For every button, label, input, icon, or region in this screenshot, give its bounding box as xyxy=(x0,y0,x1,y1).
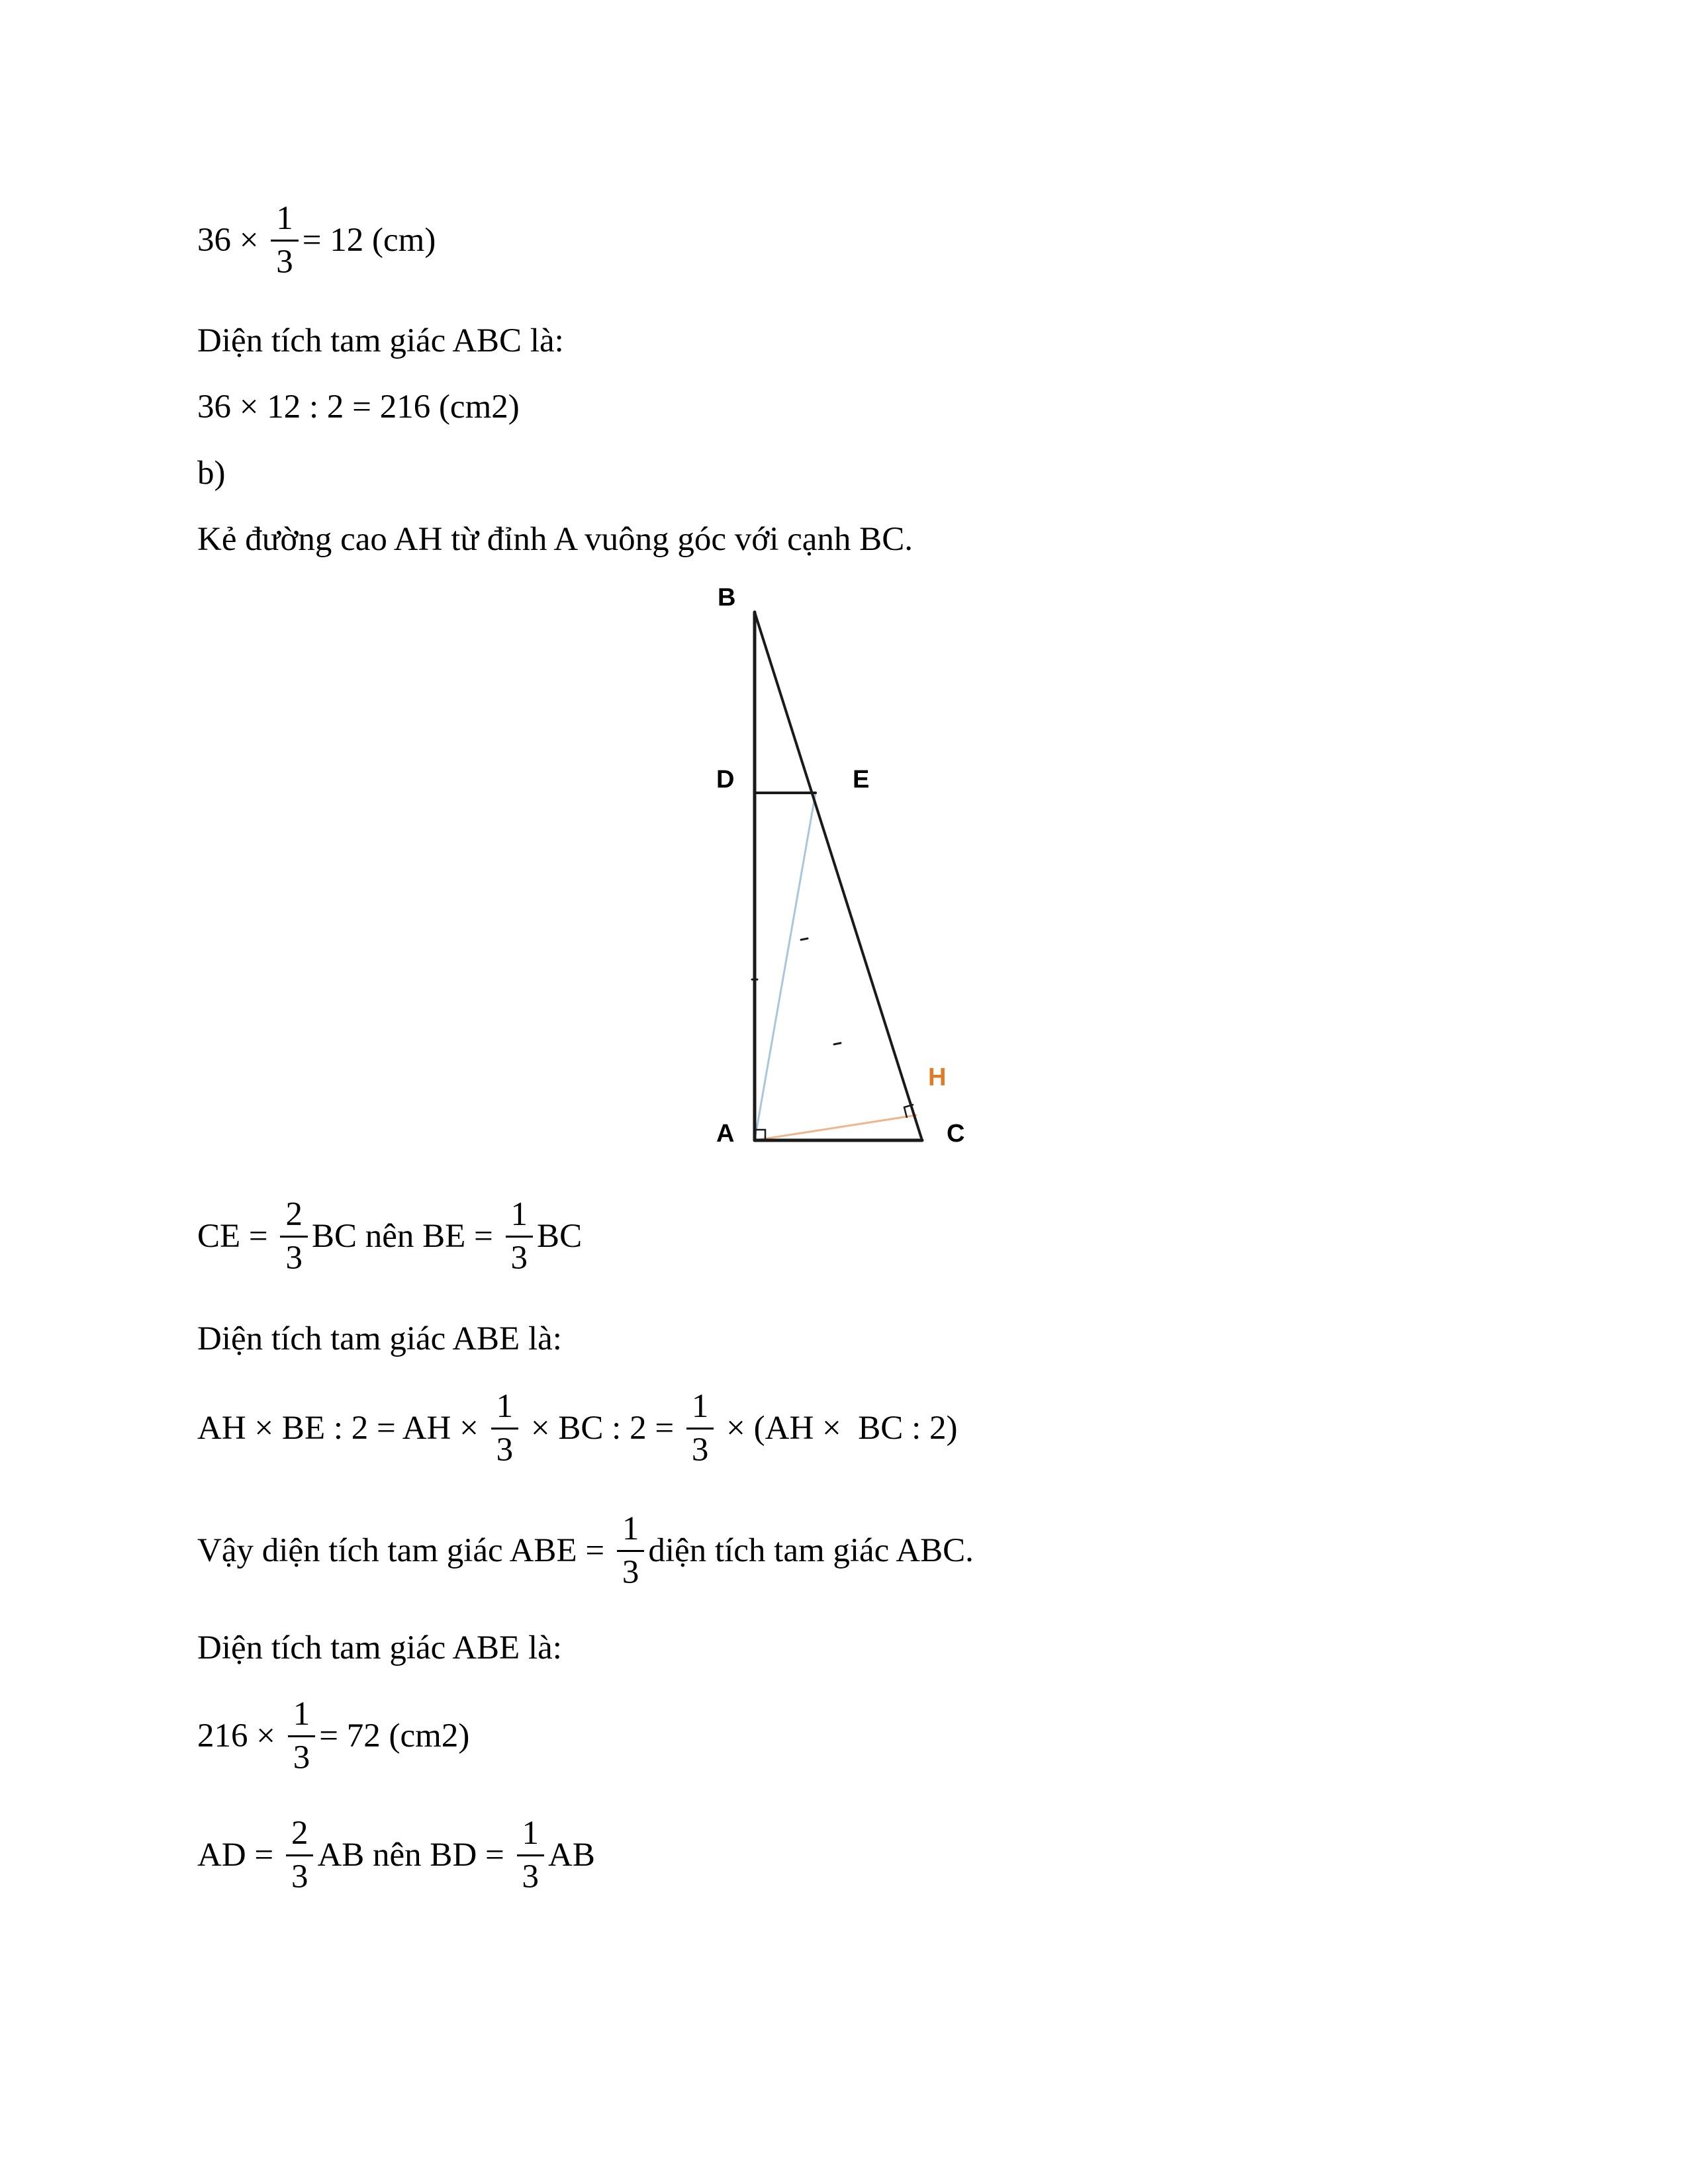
fraction xyxy=(491,1390,519,1467)
label-a: A xyxy=(716,1120,735,1148)
label-h: H xyxy=(928,1064,947,1091)
triangle-figure xyxy=(702,582,993,1165)
fraction-numerator: 1 xyxy=(271,202,299,242)
text-segment: AB nên BD = xyxy=(317,1837,513,1874)
text-segment: Vậy diện tích tam giác ABE = xyxy=(197,1532,613,1569)
text-segment: AH × BE : 2 = AH × xyxy=(197,1410,487,1447)
calc-bd-length xyxy=(197,202,436,279)
figure-edges xyxy=(752,612,922,1140)
segment-bc xyxy=(755,612,922,1140)
tick-mark xyxy=(834,1043,841,1044)
label-b: B xyxy=(718,584,736,612)
fraction-numerator: 1 xyxy=(617,1512,645,1552)
fraction-denominator: 3 xyxy=(285,1240,303,1277)
fraction-denominator: 3 xyxy=(496,1432,514,1469)
fraction xyxy=(288,1698,316,1775)
heading-area-abe-2: Diện tích tam giác ABE là: xyxy=(197,1629,562,1666)
text-segment: 216 × xyxy=(197,1717,284,1754)
fraction-denominator: 3 xyxy=(622,1554,639,1591)
heading-area-abc: Diện tích tam giác ABC là: xyxy=(197,322,564,359)
fraction xyxy=(686,1390,714,1467)
text-segment: × (AH × BC : 2) xyxy=(718,1410,958,1447)
text-segment: 36 × xyxy=(197,222,267,259)
instruction-draw-altitude: Kẻ đường cao AH từ đỉnh A vuông góc với cạnh BC. xyxy=(197,521,913,558)
text-segment: AB xyxy=(548,1837,595,1874)
text-segment: diện tích tam giác ABC. xyxy=(648,1532,974,1569)
text-segment: = 72 (cm2) xyxy=(319,1717,470,1754)
ratio-ce-be xyxy=(197,1198,582,1275)
fraction-numerator: 2 xyxy=(286,1817,314,1856)
text-segment: CE = xyxy=(197,1218,277,1255)
fraction-numerator: 1 xyxy=(491,1390,519,1430)
calc-area-abe-value xyxy=(197,1698,469,1775)
segment-ah xyxy=(755,1115,916,1140)
fraction xyxy=(271,202,299,279)
fraction-numerator: 1 xyxy=(517,1817,545,1856)
fraction-denominator: 3 xyxy=(522,1858,539,1895)
fraction-denominator: 3 xyxy=(691,1432,709,1469)
heading-area-abe: Diện tích tam giác ABE là: xyxy=(197,1320,562,1357)
text-segment: BC nên BE = xyxy=(311,1218,502,1255)
segment-ae xyxy=(755,793,816,1140)
fraction-denominator: 3 xyxy=(291,1858,308,1895)
fraction xyxy=(517,1817,545,1894)
fraction-numerator: 2 xyxy=(280,1198,308,1238)
fraction-denominator: 3 xyxy=(510,1240,528,1277)
part-b-label: b) xyxy=(197,455,226,492)
fraction-numerator: 1 xyxy=(686,1390,714,1430)
calc-area-abe-formula xyxy=(197,1390,957,1467)
text-segment: BC xyxy=(537,1218,583,1255)
calc-area-abc: 36 × 12 : 2 = 216 (cm2) xyxy=(197,388,520,426)
conclusion-area-ratio xyxy=(197,1512,974,1590)
fraction xyxy=(280,1198,308,1275)
text-segment: = 12 (cm) xyxy=(302,222,436,259)
fraction xyxy=(617,1512,645,1590)
tick-mark xyxy=(801,938,808,940)
fraction-denominator: 3 xyxy=(293,1739,310,1776)
fraction-numerator: 1 xyxy=(288,1698,316,1737)
label-e: E xyxy=(853,766,870,794)
label-c: C xyxy=(947,1120,965,1148)
fraction-denominator: 3 xyxy=(276,244,293,281)
text-segment: × BC : 2 = xyxy=(522,1410,682,1447)
text-segment: AD = xyxy=(197,1837,282,1874)
ratio-ad-bd xyxy=(197,1817,595,1894)
fraction xyxy=(286,1817,314,1894)
fraction-numerator: 1 xyxy=(506,1198,534,1238)
label-d: D xyxy=(716,766,735,794)
fraction xyxy=(506,1198,534,1275)
